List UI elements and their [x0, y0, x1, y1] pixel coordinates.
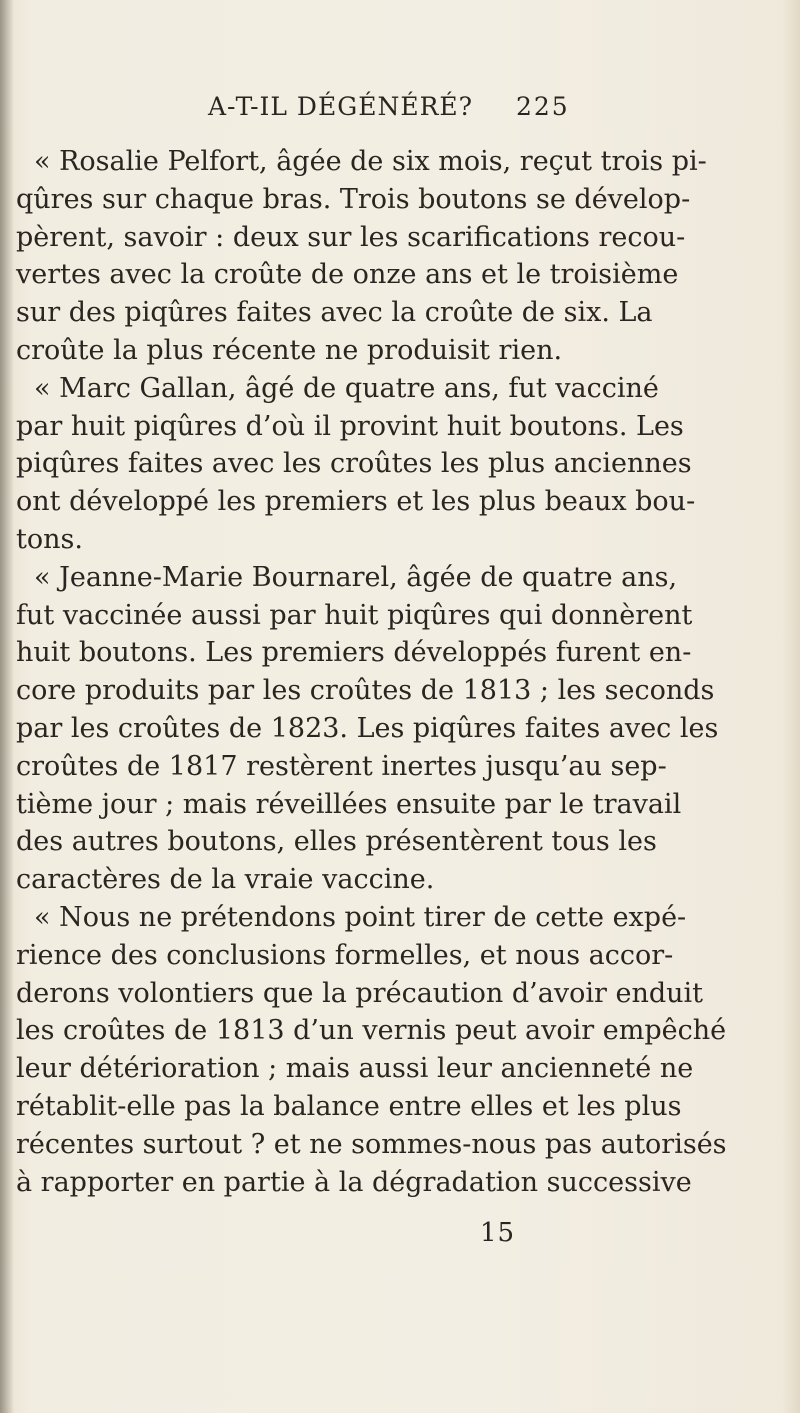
text-line: croûte la plus récente ne produisit rien.: [16, 334, 563, 366]
paragraph: [16, 559, 719, 899]
text-line: récentes surtout ? et ne sommes-nous pas autorisés: [16, 1128, 727, 1160]
text-line: vertes avec la croûte de onze ans et le troisième: [16, 259, 679, 291]
text-line: ont développé les premiers et les plus beaux bou-: [16, 486, 696, 518]
text-line: piqûres faites avec les croûtes les plus anciennes: [16, 448, 692, 480]
text-line: « Rosalie Pelfort, âgée de six mois, reçut trois pi-: [34, 146, 707, 177]
text-line: pèrent, savoir : deux sur les scarifications recou-: [16, 221, 686, 253]
text-line: sur des piqûres faites avec la croûte de six. La: [16, 297, 653, 329]
text-line: tons.: [16, 523, 83, 555]
paragraph: [16, 899, 727, 1201]
text-line: huit boutons. Les premiers développés furent en-: [16, 637, 692, 669]
text-line: « Nous ne prétendons point tirer de cette expé-: [34, 901, 687, 933]
text-line: rétablit-elle pas la balance entre elles et les plus: [16, 1090, 682, 1122]
paragraph: [16, 370, 696, 559]
text-line: « Jeanne-Marie Bournarel, âgée de quatre ans,: [34, 561, 678, 593]
text-line: core produits par les croûtes de 1813 ; les seconds: [16, 675, 715, 707]
text-line: tième jour ; mais réveillées ensuite par le travail: [16, 788, 682, 820]
gutter-shadow: [0, 0, 14, 1413]
running-head: A-T-IL DÉGÉNÉRÉ?: [208, 92, 474, 121]
page-header: [0, 92, 800, 132]
text-line: derons volontiers que la précaution d’avoir enduit: [16, 977, 704, 1009]
signature-mark: 15: [480, 1218, 516, 1248]
text-line: les croûtes de 1813 d’un vernis peut avoir empêché: [16, 1015, 727, 1047]
text-line: par les croûtes de 1823. Les piqûres faites avec les: [16, 712, 719, 744]
text-line: croûtes de 1817 restèrent inertes jusqu’au sep-: [16, 750, 667, 782]
page-number: 225: [516, 92, 570, 121]
text-line: caractères de la vraie vaccine.: [16, 864, 435, 896]
page-edge: [782, 0, 800, 1413]
text-line: des autres boutons, elles présentèrent tous les: [16, 826, 657, 858]
text-line: « Marc Gallan, âgé de quatre ans, fut vacciné: [34, 372, 659, 404]
text-line: rience des conclusions formelles, et nous accor-: [16, 939, 674, 971]
paragraph: [16, 143, 707, 370]
body-text: [16, 143, 727, 1201]
text-line: à rapporter en partie à la dégradation successive: [16, 1166, 692, 1198]
text-line: par huit piqûres d’où il provint huit boutons. Les: [16, 410, 684, 442]
text-line: qûres sur chaque bras. Trois boutons se dévelop-: [16, 183, 691, 215]
text-line: fut vaccinée aussi par huit piqûres qui donnèrent: [16, 599, 693, 631]
text-line: leur détérioration ; mais aussi leur ancienneté ne: [16, 1053, 694, 1085]
